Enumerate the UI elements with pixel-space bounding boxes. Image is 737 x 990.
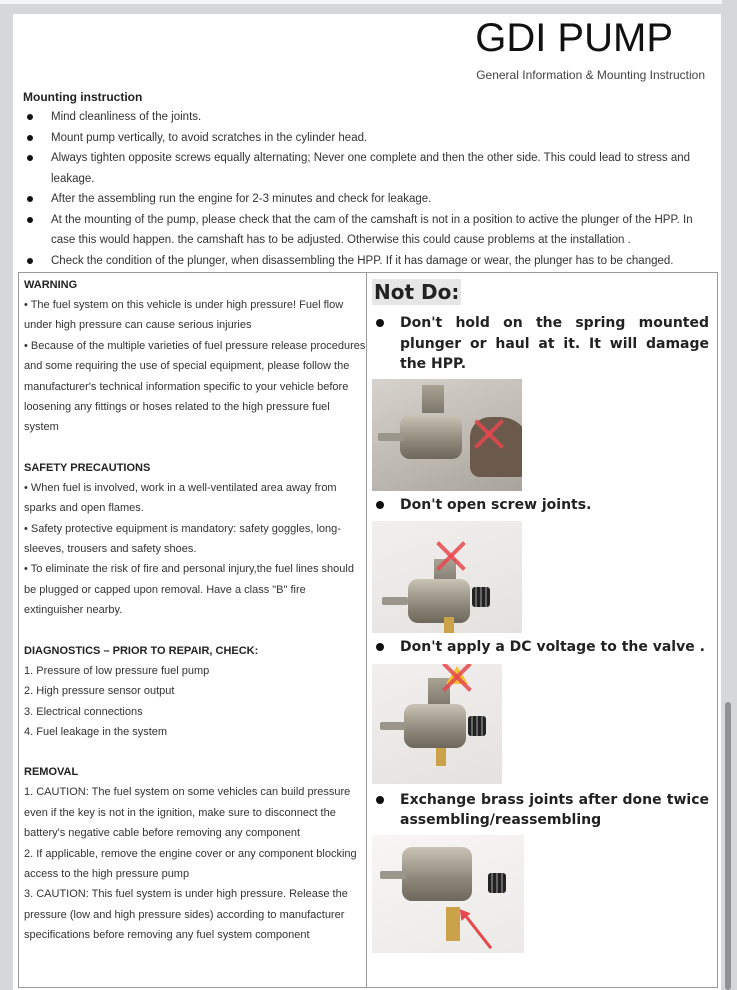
bullet-icon bbox=[27, 114, 33, 120]
bullet-icon bbox=[27, 258, 33, 264]
mounting-list bbox=[23, 107, 719, 271]
right-column bbox=[367, 273, 717, 987]
diagnostics-heading: DIAGNOSTICS – PRIOR TO REPAIR, CHECK: bbox=[24, 644, 259, 657]
removal-line: 1. CAUTION: The fuel system on some vehicles can build pressure even if the key is not in the ignition, make sure to disconnect the battery's negative cable before removing any component bbox=[24, 786, 351, 840]
bullet-icon bbox=[376, 319, 384, 327]
removal-section bbox=[24, 762, 366, 945]
arrow-icon bbox=[463, 912, 492, 949]
not-do-item: Don't apply a DC voltage to the valve . bbox=[372, 637, 717, 658]
bullet-icon bbox=[376, 796, 384, 804]
safety-line: • Safety protective equipment is mandatory: safety goggles, long-sleeves, trousers and safety shoes. bbox=[24, 522, 341, 556]
cross-mark-icon bbox=[434, 539, 468, 573]
diagnostics-section bbox=[24, 641, 366, 743]
not-do-heading: Not Do: bbox=[374, 280, 460, 304]
safety-line: • To eliminate the risk of fire and personal injury,the fuel lines should be plugged or capped upon removal. Have a class "B" fire extinguisher nearby. bbox=[24, 563, 354, 617]
scrollbar[interactable] bbox=[725, 702, 731, 990]
bullet-icon bbox=[27, 196, 33, 202]
diagnostics-line: 3. Electrical connections bbox=[24, 705, 143, 718]
bullet-icon bbox=[376, 501, 384, 509]
bullet-icon bbox=[27, 135, 33, 141]
left-column bbox=[19, 273, 367, 987]
bullet-icon bbox=[376, 643, 384, 651]
pump-photo-screw-joint bbox=[372, 521, 522, 633]
cross-mark-icon bbox=[472, 417, 506, 451]
pump-photo-hand-on-plunger bbox=[372, 379, 522, 491]
removal-heading: REMOVAL bbox=[24, 766, 79, 779]
diagnostics-line: 1. Pressure of low pressure fuel pump bbox=[24, 664, 210, 677]
info-table bbox=[18, 272, 718, 988]
top-strip bbox=[0, 0, 722, 4]
diagnostics-line: 2. High pressure sensor output bbox=[24, 685, 175, 698]
warning-heading: WARNING bbox=[24, 279, 78, 291]
warning-section bbox=[24, 275, 366, 438]
mounting-item: Check the condition of the plunger, when disassembling the HPP. If it has damage or wear, the plunger has to be changed. bbox=[23, 251, 719, 272]
not-do-item: Don't hold on the spring mounted plunger or haul at it. It will damage the HPP. bbox=[372, 313, 717, 375]
mounting-item: Mount pump vertically, to avoid scratches in the cylinder head. bbox=[23, 128, 719, 149]
safety-heading: SAFETY PRECAUTIONS bbox=[24, 461, 151, 474]
removal-line: 2. If applicable, remove the engine cover or any component blocking access to the high pressure pump bbox=[24, 847, 357, 880]
page-title: GDI PUMP bbox=[475, 16, 673, 60]
pump-photo-voltage-warning bbox=[372, 664, 502, 784]
pump-photo-brass-joint bbox=[372, 835, 524, 953]
safety-section bbox=[24, 458, 366, 621]
cross-mark-icon bbox=[440, 664, 468, 688]
bullet-icon bbox=[27, 155, 33, 161]
bullet-icon bbox=[27, 217, 33, 223]
mounting-item: Mind cleanliness of the joints. bbox=[23, 107, 719, 128]
safety-line: • When fuel is involved, work in a well-ventilated area away from sparks and open flames. bbox=[24, 481, 337, 515]
mounting-heading: Mounting instruction bbox=[23, 90, 143, 104]
mounting-item: After the assembling run the engine for 2-3 minutes and check for leakage. bbox=[23, 189, 719, 210]
mounting-item: At the mounting of the pump, please check that the cam of the camshaft is not in a position to active the plunger of the HPP. In case this would happen. the camshaft has to be adjusted. Otherwise this could cause problems at the installation . bbox=[23, 210, 719, 251]
document-page bbox=[13, 14, 721, 990]
mounting-item: Always tighten opposite screws equally alternating; Never one complete and then the other side. This could lead to stress and leakage. bbox=[23, 148, 719, 189]
warning-line: • The fuel system on this vehicle is under high pressure! Fuel flow under high pressure can cause serious injuries bbox=[24, 299, 344, 332]
not-do-item: Exchange brass joints after done twice assembling/reassembling bbox=[372, 790, 717, 831]
page-subtitle: General Information & Mounting Instruction bbox=[476, 68, 705, 82]
removal-line: 3. CAUTION: This fuel system is under high pressure. Release the pressure (low and high pressure sides) according to manufacturer specifications before removing any fuel system component bbox=[24, 888, 348, 942]
not-do-item: Don't open screw joints. bbox=[372, 495, 717, 516]
warning-line: • Because of the multiple varieties of fuel pressure release procedures and some requiring the use of special equipment, please follow the manufacturer's technical information specific to your vehicle before loosening any fittings or hoses related to the high pressure fuel system bbox=[24, 339, 366, 434]
diagnostics-line: 4. Fuel leakage in the system bbox=[24, 725, 168, 738]
